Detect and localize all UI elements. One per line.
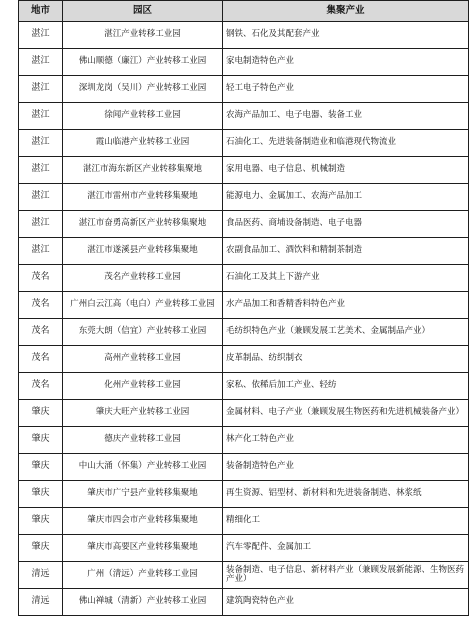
industry-cell: 食品医药、商埔设备制造、电子电器 (223, 211, 469, 238)
city-cell: 湛江 (19, 22, 63, 49)
city-cell: 茂名 (19, 265, 63, 292)
city-cell: 湛江 (19, 184, 63, 211)
table-header-row (19, 1, 469, 22)
industry-cell: 家私、依稀后加工产业、轻纺 (223, 373, 469, 400)
city-cell: 茂名 (19, 292, 63, 319)
park-cell: 德庆产业转移工业园 (63, 427, 223, 454)
industry-cell: 再生资源、铝型材、新材料和先进装备制造、林浆纸 (223, 481, 469, 508)
industry-cell: 建筑陶瓷特色产业 (223, 589, 469, 616)
table-row (19, 22, 469, 49)
park-cell: 湛江市雷州市产业转移集聚地 (63, 184, 223, 211)
table-row (19, 562, 469, 589)
park-cell: 湛江市海东新区产业转移集聚地 (63, 157, 223, 184)
park-cell: 徐闻产业转移工业园 (63, 103, 223, 130)
city-cell: 湛江 (19, 238, 63, 265)
table-row (19, 373, 469, 400)
industry-park-table (18, 0, 469, 616)
industry-cell: 皮革制品、纺织制衣 (223, 346, 469, 373)
park-cell: 肇庆市四会市产业转移集聚地 (63, 508, 223, 535)
park-cell: 化州产业转移工业园 (63, 373, 223, 400)
industry-cell: 农副食品加工、酒饮料和精制茶制造 (223, 238, 469, 265)
industry-cell: 精细化工 (223, 508, 469, 535)
city-cell: 肇庆 (19, 481, 63, 508)
table-row (19, 589, 469, 616)
industry-cell: 轻工电子特色产业 (223, 76, 469, 103)
table-row (19, 184, 469, 211)
header-industry: 集聚产业 (223, 1, 469, 22)
park-cell: 霞山临港产业转移工业园 (63, 130, 223, 157)
table-row (19, 238, 469, 265)
industry-cell: 水产品加工和香精香料特色产业 (223, 292, 469, 319)
industry-cell: 毛纺织特色产业（兼顾发展工艺美术、金属制品产业） (223, 319, 469, 346)
city-cell: 茂名 (19, 346, 63, 373)
city-cell: 茂名 (19, 319, 63, 346)
park-cell: 茂名产业转移工业园 (63, 265, 223, 292)
header-park: 园区 (63, 1, 223, 22)
city-cell: 清远 (19, 562, 63, 589)
park-cell: 广州白云江高（电白）产业转移工业园 (63, 292, 223, 319)
park-cell: 高州产业转移工业园 (63, 346, 223, 373)
table-row (19, 265, 469, 292)
table-row (19, 535, 469, 562)
table-row (19, 49, 469, 76)
table-row (19, 319, 469, 346)
city-cell: 肇庆 (19, 400, 63, 427)
table-row (19, 103, 469, 130)
city-cell: 湛江 (19, 76, 63, 103)
table-row (19, 481, 469, 508)
table-row (19, 508, 469, 535)
city-cell: 肇庆 (19, 454, 63, 481)
city-cell: 湛江 (19, 211, 63, 238)
park-cell: 肇庆市高要区产业转移集聚地 (63, 535, 223, 562)
industry-cell: 汽车零配件、金属加工 (223, 535, 469, 562)
table-row (19, 427, 469, 454)
table-row (19, 76, 469, 103)
industry-cell: 家用电器、电子信息、机械制造 (223, 157, 469, 184)
industry-cell: 钢铁、石化及其配套产业 (223, 22, 469, 49)
table-row (19, 292, 469, 319)
park-cell: 湛江产业转移工业园 (63, 22, 223, 49)
industry-cell: 林产化工特色产业 (223, 427, 469, 454)
table-row (19, 454, 469, 481)
park-cell: 佛山顺德（廉江）产业转移工业园 (63, 49, 223, 76)
city-cell: 清远 (19, 589, 63, 616)
industry-cell: 农海产品加工、电子电器、装备工业 (223, 103, 469, 130)
city-cell: 湛江 (19, 49, 63, 76)
industry-park-table-container (18, 0, 469, 616)
park-cell: 深圳龙岗（吴川）产业转移工业园 (63, 76, 223, 103)
industry-cell: 家电制造特色产业 (223, 49, 469, 76)
park-cell: 佛山禅城（清新）产业转移工业园 (63, 589, 223, 616)
park-cell: 肇庆市广宁县产业转移集聚地 (63, 481, 223, 508)
city-cell: 茂名 (19, 373, 63, 400)
park-cell: 东莞大朗（信宜）产业转移工业园 (63, 319, 223, 346)
industry-cell: 金属材料、电子产业（兼顾发展生物医药和先进机械装备产业） (223, 400, 469, 427)
table-row (19, 157, 469, 184)
table-row (19, 346, 469, 373)
industry-cell: 能源电力、金属加工、农海产品加工 (223, 184, 469, 211)
industry-cell: 装备制造特色产业 (223, 454, 469, 481)
table-row (19, 400, 469, 427)
industry-cell: 石油化工及其上下游产业 (223, 265, 469, 292)
city-cell: 湛江 (19, 130, 63, 157)
industry-cell: 石油化工、先进装备制造业和临港现代物流业 (223, 130, 469, 157)
table-row (19, 211, 469, 238)
city-cell: 湛江 (19, 157, 63, 184)
city-cell: 肇庆 (19, 535, 63, 562)
city-cell: 肇庆 (19, 508, 63, 535)
park-cell: 湛江市遂溪县产业转移集聚地 (63, 238, 223, 265)
park-cell: 广州（清远）产业转移工业园 (63, 562, 223, 589)
city-cell: 湛江 (19, 103, 63, 130)
table-row (19, 130, 469, 157)
park-cell: 肇庆大旺产业转移工业园 (63, 400, 223, 427)
city-cell: 肇庆 (19, 427, 63, 454)
park-cell: 中山大涌（怀集）产业转移工业园 (63, 454, 223, 481)
park-cell: 湛江市奋勇高新区产业转移集聚地 (63, 211, 223, 238)
header-city: 地市 (19, 1, 63, 22)
industry-cell: 装备制造、电子信息、新材料产业（兼顾发展新能源、生物医药产业） (223, 562, 469, 589)
